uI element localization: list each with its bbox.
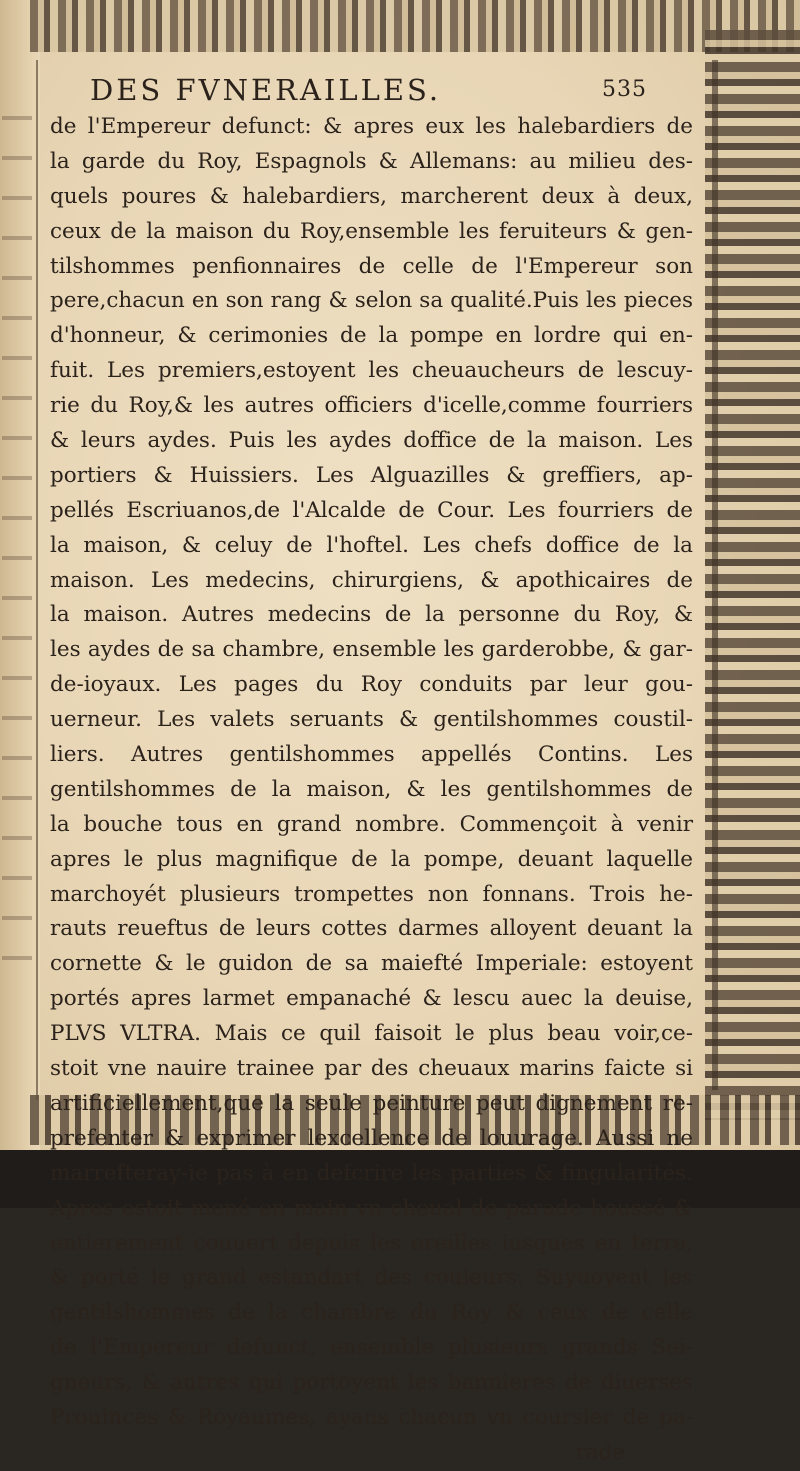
text-line: PLVS VLTRA. Mais ce quil faisoit le plus beau voir,ce- (50, 1021, 693, 1047)
text-line: uerneur. Les valets seruants & gentilshommes coustil- (50, 707, 693, 733)
text-line: marrefteray-ie pas à en defcrire les parties & fingularités. (50, 1160, 693, 1186)
text-line: Prouinces & Royaumes, ayans chacun vn coursier de pa- (50, 1404, 693, 1430)
text-line: quels poures & halebardiers, marcherent deux à deux, (50, 183, 693, 209)
text-line: marchoyét plusieurs trompettes non fonnans. Trois he- (50, 881, 693, 907)
text-line: fuit. Les premiers,estoyent les cheuaucheurs de lescuy- (50, 358, 693, 384)
text-line: cornette & le guidon de sa maiefté Imperiale: estoyent (50, 951, 693, 977)
text-line: artificiellement,que la seule peinture peut dignement re- (50, 1090, 693, 1116)
text-line: stoit vne nauire trainee par des cheuaux marins faicte si (50, 1056, 693, 1082)
text-line: gneurs, & autres qui portoyent les bannieres de diuerses (50, 1370, 693, 1396)
ornamental-border-top (30, 0, 800, 52)
text-line: la garde du Roy, Espagnols & Allemans: au milieu des- (50, 148, 693, 174)
running-head (50, 70, 705, 110)
text-line: & leurs aydes. Puis les aydes doffice de la maison. Les (50, 428, 693, 454)
text-line: maison. Les medecins, chirurgiens, & apothicaires de (50, 567, 693, 593)
text-line: d'honneur, & cerimonies de la pompe en lordre qui en- (50, 323, 693, 349)
running-title: DES FVNERAILLES. (90, 73, 442, 107)
ornamental-border-right (705, 30, 800, 1120)
text-line: portiers & Huissiers. Les Alguazilles & greffiers, ap- (50, 462, 693, 488)
text-line: apres le plus magnifique de la pompe, deuant laquelle (50, 846, 693, 872)
text-line: gentilshommes de la chambre du Roy & ceux de celle (50, 1300, 693, 1326)
text-line: de l'Empereur defunct: & apres eux les halebardiers de (50, 114, 693, 139)
text-line: la maison, & celuy de l'hoftel. Les chefs doffice de la (50, 532, 693, 558)
text-line: liers. Autres gentilshommes appellés Contins. Les (50, 742, 693, 768)
text-line: Apres estoit mené en main vn cheual de parade houssé & (50, 1195, 693, 1221)
text-line: la bouche tous en grand nombre. Commençoit à venir (50, 811, 693, 837)
text-line: de-ioyaux. Les pages du Roy conduits par leur gou- (50, 672, 693, 698)
gutter-line (36, 60, 38, 1100)
text-line: rauts reueftus de leurs cottes darmes alloyent deuant la (50, 916, 693, 942)
text-line: les aydes de sa chambre, ensemble les garderobbe, & gar- (50, 637, 693, 663)
border-rule-right (712, 60, 718, 1090)
text-line: entierement couuert depuis les oreilles iusques en terre, (50, 1230, 693, 1256)
text-line: ceux de la maison du Roy,ensemble les feruiteurs & gen- (50, 218, 693, 244)
text-line: gentilshommes de la maison, & les gentilshommes de (50, 776, 693, 802)
text-line: pellés Escriuanos,de l'Alcalde de Cour. Les fourriers de (50, 497, 693, 523)
text-line: & porté le grand estandart des couleurs. Suyuoyent les (50, 1265, 693, 1291)
text-block (50, 70, 705, 1471)
text-line: pere,chacun en son rang & selon sa qualité.Puis les pieces (50, 288, 693, 314)
body-text (50, 110, 705, 1471)
text-line: tilshommes penfionnaires de celle de l'Empereur son (50, 253, 693, 279)
gutter-bleed-marks (2, 80, 32, 980)
catchword: rade (575, 1439, 625, 1465)
text-line: la maison. Autres medecins de la personne du Roy, & (50, 602, 693, 628)
text-line: de l'Empereur defunct, ensemble plusieurs grands Sei- (50, 1335, 693, 1361)
page-number: 535 (602, 77, 647, 102)
text-line: prefenter & exprimer lexcellence de louurage. Aussi ne (50, 1125, 693, 1151)
text-line: portés apres larmet empanaché & lescu auec la deuise, (50, 986, 693, 1012)
text-line: rie du Roy,& les autres officiers d'icelle,comme fourriers (50, 393, 693, 419)
